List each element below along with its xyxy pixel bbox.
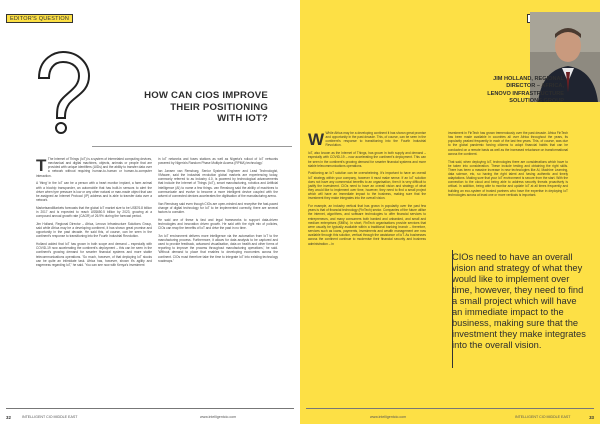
- body-paragraph: IoT, also known as the Internet of Things, has grown in both supply and demand – especially with COVID-19 – now accelerating the continent's deployment. This can be seen in the continent's growing demand for smarter financial systems and more stable telecommunications operations.: [308, 151, 426, 168]
- body-paragraph: Holland added that IoT has grown in both scope and demand – especially with COVID-19 now accelerating the continent's deployment – this can be seen in the continent's growing demand for smarter financial systems and more stable telecommunications operations. 'So much, however, of that deploying IoT stocks can be quite an intimidate task. Africa has, however, shown it's agility and eagerness regarding IoT,' he said. 'You can see now with Kenya's investment: [36, 242, 152, 267]
- paragraph-text: The Internet of Things (IoT) is a system of interrelated computing devices, mechanical and digital machines, objects, animals or people that are provided with unique identifiers (UIDs) and the ability to transfer data over a network without requiring human-to-human or human-to-computer interaction.: [36, 157, 153, 178]
- article-headline: [108, 90, 268, 125]
- author-byline: [454, 76, 564, 106]
- headline-line: WITH IOT?: [217, 113, 268, 124]
- byline-line: LENOVO INFRASTRUCTURE: [487, 90, 564, 97]
- headline-divider: [92, 146, 292, 147]
- page-footer: [300, 408, 600, 424]
- section-tag: EDITOR'S QUESTION: [6, 14, 73, 23]
- page-number: 32: [6, 415, 11, 420]
- body-paragraph: Van Rensburg said even though CIOs are open-minded and receptive the fast-paced change of digital technology for IoT to be implemented correctly, there are several factors to consider.: [158, 201, 278, 214]
- body-paragraph: He said one of these is fast and legal frameworks to support data-driven technologies and innovation driven growth. He said with the right mix of policies, CIOs can reap the benefits of IoT and drive the past in no time.: [158, 217, 278, 230]
- body-column-1: [308, 131, 426, 249]
- body-paragraph: investment in FinTech has grown tremendously over the past decade. Africa FinTech has been made available in countries all over Africa throughout the years, its popularity peaked frequently in each of the last few years. This, of course, was due to the global pandemic forcing citizens to adopt financial habits that can be conducted on a remote basis as well as the increased reluctance on transformational across the continent.: [448, 131, 568, 156]
- pull-quote: CIOs need to have an overall vision and strategy of what they would like to implement over time, however, they need to find a small project which will have an immediate impact to the business, making sure that the investment they make integrates into the overall vision.: [452, 252, 586, 350]
- drop-cap: W: [308, 129, 325, 149]
- byline-line: SOLUTIONS GROUP: [509, 98, 564, 105]
- page-footer: [0, 408, 300, 424]
- body-paragraph: Ian Jansen van Rensburg, Senior Systems Engineer and Lead Technologist, VMware, said the industrial revolution global markets are experiencing today, commonly referred to as Industry 4.0, is powered by technological advancements that include the Internet of Things (IoT), smart manufacturing, robotics and Artificial Intelligence (AI) to name a few things. van Rensburg said the ability of machines to communicate and evolve to become a more intelligent device coupled with the advent of connected devices accelerates the digitisation of the manufacturing arena.: [158, 168, 278, 198]
- body-paragraph: That said, when deploying IoT, technologies there are considerations which have to be taken into consideration. These include testing and obtaining the right skills. There has been a massive increase in new technologies like AI, Machine Learning, data science, etc, so having the right talent and having authentic and timely adaptations. Making sure that your IoT environment is secure from the start. With the connection to the cloud and being able to address security threats proactively is critical. In addition, being able to monitor and update IoT at all times frequently and building an eco-system of trusted partners who have the expertise in deploying IoT technologies across at least one or more verticals is important.: [448, 159, 568, 197]
- footer-url[interactable]: www.intelligentcio.com: [200, 415, 237, 419]
- body-paragraph: [36, 157, 152, 178]
- footer-divider: [306, 408, 594, 409]
- footer-brand: INTELLIGENT CIO MIDDLE EAST: [22, 415, 78, 419]
- body-column-2: [158, 157, 278, 266]
- paragraph-text: While Africa may be a developing continent it has shown great promise and opportunity in the past decade. This, of course, can be seen in the continent's response to transitioning into the Fourth Industrial Revolution.: [325, 131, 426, 148]
- footer-url[interactable]: www.intelligentcio.com: [370, 415, 407, 419]
- body-column-2: [448, 131, 568, 201]
- body-paragraph: [308, 131, 426, 148]
- footer-brand: INTELLIGENT CIO MIDDLE EAST: [515, 415, 571, 419]
- body-paragraph: Jim Holland, Regional Director – Africa, Lenovo Infrastructure Solutions Group, said while Africa may be a developing continent, it has shown great promise and opportunity in the past decade. He said this, of course, can be seen in the continent's response to transitioning into the Fourth Industrial Revolution.: [36, 221, 152, 239]
- footer-divider: [6, 408, 294, 409]
- body-paragraph: in IoT networks and fuses stations as well as Nigeria's rollout of IoT networks powered by Nigeria's Random Phase Multiple Access (RPMA) technology.': [158, 157, 278, 166]
- headline-line: HOW CAN CIOS IMPROVE: [144, 90, 268, 101]
- drop-cap: T: [36, 155, 47, 175]
- byline-line: JIM HOLLAND, REGIONAL: [493, 76, 564, 82]
- body-paragraph: MarketsandMarkets forecasts that the global IoT market size to be US$76.8 billion in 2017 and is expected to reach US$650.5 billion by 2023, growing at a compound annual growth rate (CAGR) of 26.9% during the forecast period.: [36, 205, 152, 219]
- body-paragraph: A 'thing' in the IoT can be a person with a heart monitor implant, a farm animal with a biochip transponder, an automobile that has built-in sensors to alert the driver when tyre pressure is low or any other natural or man-made object that can be assigned an Internet Protocol (IP) address and is able to transfer data over a network.: [36, 181, 152, 202]
- body-paragraph: For example, an industry vertical that has grown in popularity over the past few years is that of financial technology (FinTech) sector. Companies of the future utilise the internet, algorithms, and software technologies to offer financial services to entrepreneurs, and many consumers both banked and unbanked, and small and medium enterprises (SMEs). In short, FinTech organisations provide services that were usually be typically available within a traditional banking branch – therefore, services such as loans, payments, investments and wealth management are now available through this solution, vertical through the assistance of IoT. As businesses across the continent continue to modernise their financial security and business administration – in: [308, 204, 426, 246]
- right-page: [300, 0, 600, 424]
- body-column-1: [36, 157, 152, 271]
- headline-line: THEIR POSITIONING: [170, 101, 268, 113]
- body-paragraph: 'An IoT environment delivers more intelligence via the automation from IoT to the manufacturing process. Furthermore, it allows for data analysis to be captured and used to provide feedback, advanced visualisation, data on health and other forms of reporting to improve the process throughout manufacturing operations,' he said. 'Without demand to place that enables to developing economies across the continent. CIOs must therefore take the time to integrate IoT into existing technology roadmaps.': [158, 233, 278, 263]
- body-paragraph: Positioning an IoT solution can be overwhelming. It's important to have an overall IoT strategy within your company, however it must make sense. If an IoT solution does not have any commercial benefits to an organisation, then it is very difficult to justify the investment. CIOs need to have an overall vision and strategy of what they would like to implement over time, however, they need to find a small project which will have an immediate impact to the business, making sure that the investment they make integrates into the overall vision.: [308, 171, 426, 201]
- question-mark-icon: [25, 48, 97, 136]
- byline-line: DIRECTOR – AFRICA,: [506, 83, 564, 90]
- page-number: 33: [589, 415, 594, 420]
